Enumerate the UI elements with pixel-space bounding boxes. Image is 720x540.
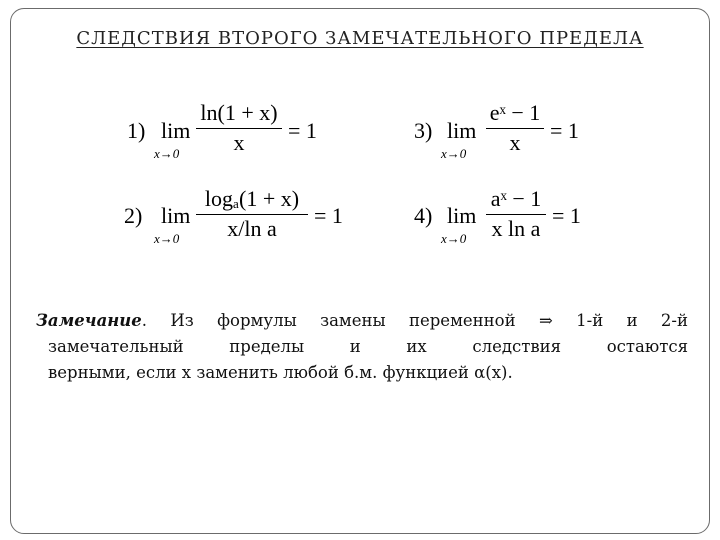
fraction xyxy=(196,186,308,242)
result: = 1 xyxy=(552,203,581,228)
numerator: logₐ(1 + x) xyxy=(204,186,300,211)
slide-title: СЛЕДСТВИЯ ВТОРОГО ЗАМЕЧАТЕЛЬНОГО ПРЕДЕЛА xyxy=(76,28,644,49)
lim-subscript: x→0 xyxy=(154,146,180,161)
result: = 1 xyxy=(288,118,317,143)
remark-lead: Замечание xyxy=(36,311,142,330)
numerator: eˣ − 1 xyxy=(489,100,541,125)
lim-operator: lim xyxy=(447,118,477,143)
formula-number: 3) xyxy=(414,118,433,143)
denominator: x/ln a xyxy=(227,216,277,241)
numerator: ln(1 + x) xyxy=(200,100,278,125)
denominator: x xyxy=(509,130,521,155)
formula-number: 1) xyxy=(127,118,146,143)
numerator: aˣ − 1 xyxy=(490,186,542,211)
lim-subscript: x→0 xyxy=(154,231,180,246)
fraction xyxy=(486,186,546,242)
formula-number: 2) xyxy=(124,203,143,228)
lim-subscript: x→0 xyxy=(441,146,467,161)
remark-line-2: замечательный пределы и их следствия остаются xyxy=(48,337,688,356)
remark-line-1 xyxy=(36,308,688,334)
slide-frame xyxy=(10,8,710,534)
fraction xyxy=(486,100,544,156)
denominator: x ln a xyxy=(491,216,541,241)
lim-operator: lim xyxy=(161,118,191,143)
remark-line-3: верными, если x заменить любой б.м. функцией α(x). xyxy=(48,363,513,382)
formula-number: 4) xyxy=(414,203,433,228)
fraction xyxy=(196,100,282,156)
result: = 1 xyxy=(550,118,579,143)
remark-text-1: . Из формулы замены переменной ⇒ 1-й и 2-й xyxy=(141,311,688,330)
remark-paragraph xyxy=(36,308,688,386)
lim-operator: lim xyxy=(447,203,477,228)
lim-subscript: x→0 xyxy=(441,231,467,246)
lim-operator: lim xyxy=(161,203,191,228)
result: = 1 xyxy=(314,203,343,228)
denominator: x xyxy=(233,130,245,155)
